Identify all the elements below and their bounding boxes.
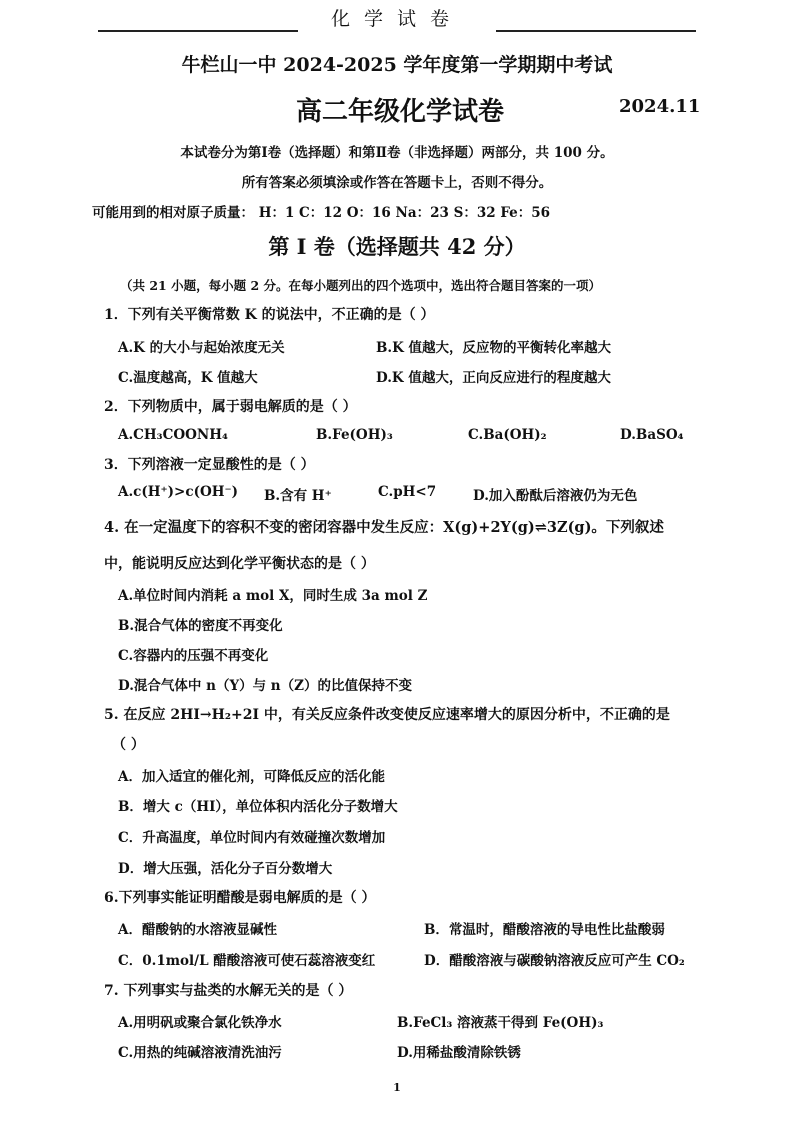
question-3-option-d: D.加入酚酞后溶液仍为无色 [473,488,638,504]
question-4-option-d: D.混合气体中 n（Y）与 n（Z）的比值保持不变 [118,678,412,694]
intro-line-1: 本试卷分为第Ⅰ卷（选择题）和第Ⅱ卷（非选择题）两部分，共 100 分。 [180,145,614,161]
question-2-option-a: A.CH₃COONH₄ [118,427,228,443]
question-4-option-b: B.混合气体的密度不再变化 [118,618,283,634]
header-rule-left [98,30,298,32]
question-4-stem-continued: 中，能说明反应达到化学平衡状态的是（ ） [104,556,375,572]
question-3-option-b: B.含有 H⁺ [264,488,332,504]
question-5-option-c: C．升高温度，单位时间内有效碰撞次数增加 [118,830,386,846]
exam-title: 高二年级化学试卷 [296,97,505,127]
question-3-stem: 3．下列溶液一定显酸性的是（ ） [104,457,315,473]
atomic-mass-line: 可能用到的相对原子质量： H：1 C：12 O：16 Na：23 S：32 Fe：56 [92,205,551,221]
section-note: （共 21 小题，每小题 2 分。在每小题列出的四个选项中，选出符合题目答案的一项） [120,278,602,293]
question-4-stem: 4. 在一定温度下的容积不变的密闭容器中发生反应：X(g)+2Y(g)⇌3Z(g)。下列叙述 [104,519,664,536]
question-7-option-c: C.用热的纯碱溶液清洗油污 [118,1045,282,1061]
question-3-option-a: A.c(H⁺)>c(OH⁻) [118,484,238,500]
question-1-option-b: B.K 值越大，反应物的平衡转化率越大 [376,340,612,356]
question-5-stem: 5. 在反应 2HI→H₂+2I 中，有关反应条件改变使反应速率增大的原因分析中，不正确的是 [104,707,670,723]
question-7-option-b: B.FeCl₃ 溶液蒸干得到 Fe(OH)₃ [397,1015,604,1031]
question-2-option-d: D.BaSO₄ [620,427,684,443]
question-1-option-c: C.温度越高，K 值越大 [118,370,258,386]
question-6-option-d: D．醋酸溶液与碳酸钠溶液反应可产生 CO₂ [424,953,685,969]
question-5-option-a: A．加入适宜的催化剂，可降低反应的活化能 [118,769,385,785]
intro-line-2: 所有答案必须填涂或作答在答题卡上，否则不得分。 [241,175,553,191]
question-2-stem: 2．下列物质中，属于弱电解质的是（ ） [104,399,357,415]
question-2-option-c: C.Ba(OH)₂ [468,427,547,443]
question-2-option-b: B.Fe(OH)₃ [316,427,393,443]
school-exam-line: 牛栏山一中 2024-2025 学年度第一学期期中考试 [181,54,613,76]
question-1-option-a: A.K 的大小与起始浓度无关 [118,340,285,356]
question-6-option-a: A．醋酸钠的水溶液显碱性 [118,922,277,938]
header-rule-right [496,30,696,32]
question-7-option-d: D.用稀盐酸清除铁锈 [397,1045,521,1061]
question-6-option-b: B．常温时，醋酸溶液的导电性比盐酸弱 [424,922,665,938]
question-7-option-a: A.用明矾或聚合氯化铁净水 [118,1015,282,1031]
question-3-option-c: C.pH<7 [378,484,437,500]
running-header: 化学试卷 [330,8,463,30]
question-1-stem: 1．下列有关平衡常数 K 的说法中，不正确的是（ ） [104,307,435,323]
question-1-option-d: D.K 值越大，正向反应进行的程度越大 [376,370,611,386]
page-number: 1 [393,1081,401,1094]
question-4-option-a: A.单位时间内消耗 a mol X，同时生成 3a mol Z [118,588,428,604]
question-5-option-b: B．增大 c（HI），单位体积内活化分子数增大 [118,799,398,815]
question-6-stem: 6.下列事实能证明醋酸是弱电解质的是（ ） [104,890,376,906]
question-4-option-c: C.容器内的压强不再变化 [118,648,269,664]
question-6-option-c: C．0.1mol/L 醋酸溶液可使石蕊溶液变红 [118,953,376,969]
question-5-option-d: D．增大压强，活化分子百分数增大 [118,861,333,877]
section-title: 第 Ⅰ 卷（选择题共 42 分） [268,234,526,259]
exam-date: 2024.11 [619,96,701,117]
question-7-stem: 7. 下列事实与盐类的水解无关的是（ ） [104,983,353,999]
question-5-stem-continued: （ ） [112,737,145,753]
